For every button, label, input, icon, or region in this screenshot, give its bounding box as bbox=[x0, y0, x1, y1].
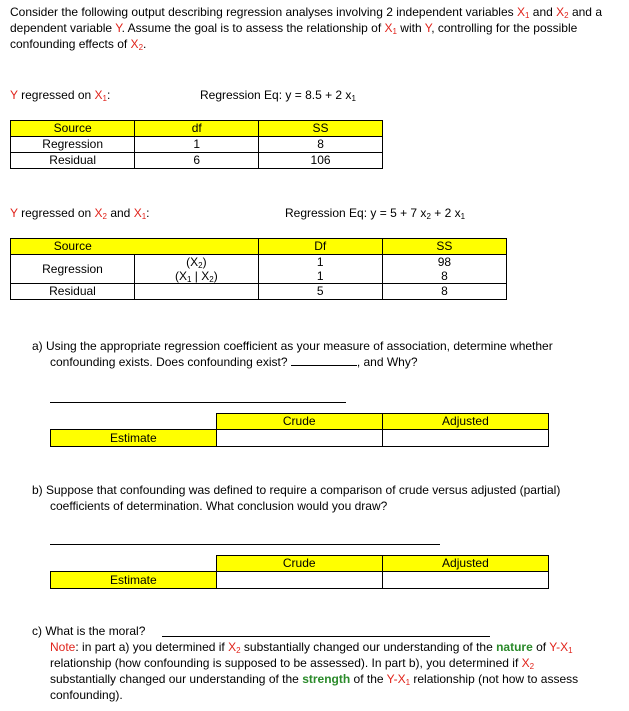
intro-paragraph: Consider the following output describing regression analyses involving 2 independent variables $X_1$ and $X_2$ and a dependent variable Y. Assume the goal is to assess the relationship of $X_1$ with Y, controlling for the possible confounding effects of $X_2$. bbox=[10, 5, 602, 52]
answer-a-line[interactable] bbox=[50, 402, 346, 403]
answer-c-line[interactable] bbox=[162, 636, 490, 637]
model1-label: Y regressed on $X_1$: bbox=[10, 88, 111, 103]
table-row: Residual 6 106 bbox=[11, 153, 383, 169]
table-header-row: Source df SS bbox=[11, 121, 383, 137]
crude-estimate-a[interactable] bbox=[216, 430, 382, 447]
answer-b-line[interactable] bbox=[50, 544, 440, 545]
question-b: b) Suppose that confounding was defined to require a comparison of crude versus adjusted (partial) coefficients of determination. What conclusion would you draw? bbox=[32, 483, 561, 513]
adjusted-estimate-b[interactable] bbox=[382, 572, 548, 589]
regression-df: 1 1 bbox=[258, 255, 382, 284]
model1-anova-table bbox=[10, 120, 383, 169]
table-row: Residual 5 8 bbox=[11, 284, 507, 300]
answer-a-blank[interactable] bbox=[291, 365, 357, 366]
model2-equation: Regression Eq: y = 5 + 7 $x_2 + 2$ $x_1$ bbox=[285, 206, 466, 221]
model1-equation: Regression Eq: y = 8.5 + 2 $x_1$ bbox=[200, 88, 356, 103]
question-a: a) Using the appropriate regression coefficient as your measure of association, determine whether confounding exists. Does confounding exist? , and Why? bbox=[32, 339, 553, 369]
model2-anova-table bbox=[10, 238, 507, 300]
model2-label: Y regressed on $X_2$ and $X_1$: bbox=[10, 206, 150, 221]
table-row: Regression $(X_2)$ ($X_1$ | $X_2$) 1 1 98 8 bbox=[11, 255, 507, 284]
regression-subcomponents: $(X_2)$ ($X_1$ | $X_2$) bbox=[135, 255, 259, 284]
table-row: Regression 1 8 bbox=[11, 137, 383, 153]
table-header-row: Source Df SS bbox=[11, 239, 507, 255]
estimate-table-b: Crude Adjusted Estimate bbox=[50, 555, 549, 589]
estimate-table-a: Crude Adjusted Estimate bbox=[50, 413, 549, 447]
crude-estimate-b[interactable] bbox=[216, 572, 382, 589]
question-c: c) What is the moral? Note: in part a) you determined if $X_2$ substantially changed our understanding of the nature of $Y-X_1$ relationship (how confounding is supposed to be assessed). In part b), you determined if $X_2$ substantially changed our understanding of the strength of the $Y-X_1$ relationship (not how to assess confounding). bbox=[32, 624, 579, 702]
regression-ss: 98 8 bbox=[382, 255, 506, 284]
adjusted-estimate-a[interactable] bbox=[382, 430, 548, 447]
